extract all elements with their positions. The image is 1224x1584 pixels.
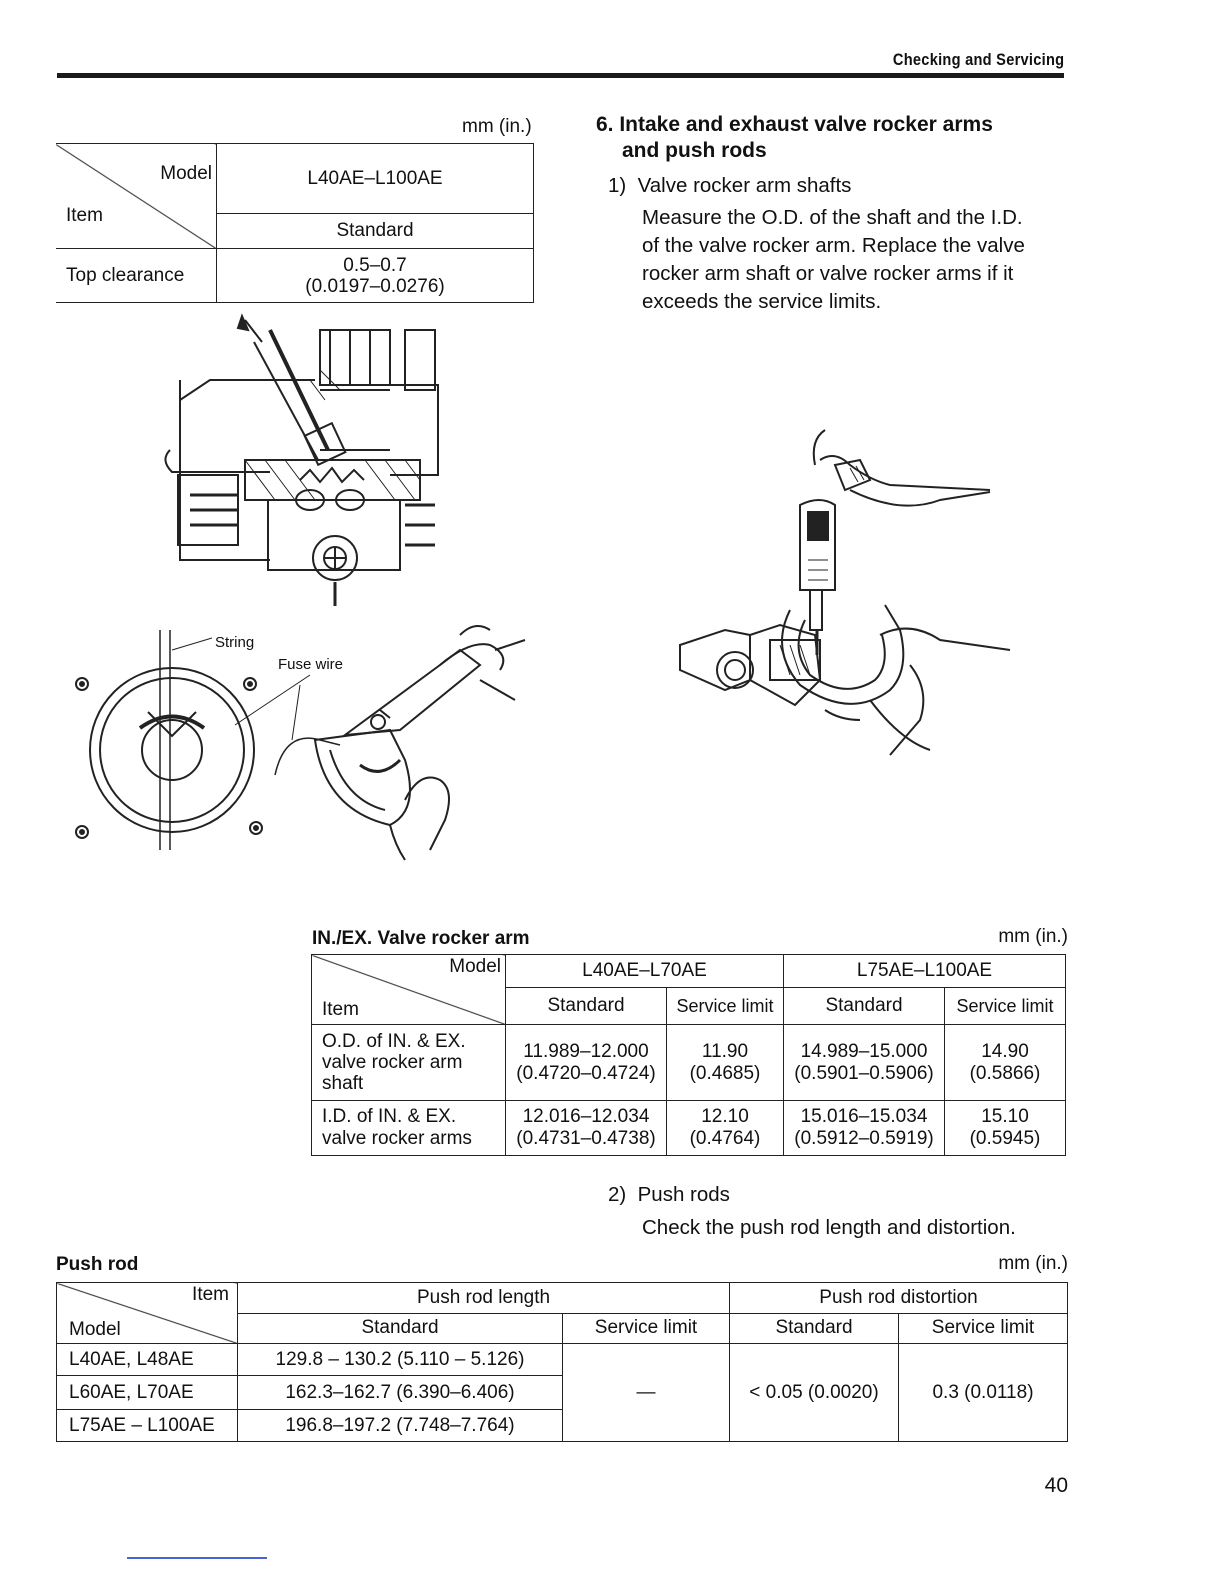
rocker-cell — [667, 1101, 784, 1156]
corner-model-label: Model — [69, 1319, 121, 1340]
top-clearance-corner — [56, 144, 217, 249]
fuse-wire-gauge-figure — [60, 610, 530, 870]
rocker-arm-micrometer-figure — [670, 420, 1030, 780]
top-clearance-row-label: Top clearance — [56, 249, 217, 303]
pushrod-subheader: Service limit — [563, 1313, 730, 1344]
corner-model-label: Model — [160, 163, 212, 184]
table-row — [312, 1101, 1066, 1156]
rocker-group-header: L40AE–L70AE — [506, 955, 784, 988]
pushrod-model: L75AE – L100AE — [57, 1410, 238, 1442]
subsection-2-title: 2) Push rods — [608, 1183, 730, 1206]
pushrod-table — [56, 1282, 1068, 1442]
rocker-group-header: L75AE–L100AE — [784, 955, 1066, 988]
value-mm: 15.10 — [981, 1106, 1029, 1127]
value-mm: 14.90 — [981, 1040, 1029, 1062]
corner-item-label: Item — [66, 205, 103, 226]
value-mm: 15.016–15.034 — [800, 1106, 928, 1127]
pushrod-subheader: Standard — [730, 1313, 899, 1344]
subsection-2-body: Check the push rod length and distortion. — [642, 1216, 1016, 1239]
pushrod-distortion-standard: < 0.05 (0.0020) — [730, 1344, 899, 1442]
value-in: (0.4764) — [689, 1128, 761, 1149]
rocker-row-label — [312, 1025, 506, 1101]
fuse-wire-label: Fuse wire — [278, 656, 344, 673]
subsection-1-line: rocker arm shaft or valve rocker arms if it — [642, 262, 1014, 285]
rocker-table-unit: mm (in.) — [998, 926, 1068, 947]
subsection-1-title: 1) Valve rocker arm shafts — [608, 174, 852, 197]
table-row — [57, 1344, 1068, 1376]
rocker-cell — [784, 1101, 945, 1156]
pushrod-length-standard: 162.3–162.7 (6.390–6.406) — [238, 1376, 563, 1410]
pushrod-subheader: Service limit — [899, 1313, 1068, 1344]
rocker-row-label — [312, 1101, 506, 1156]
rocker-table-corner — [312, 955, 506, 1025]
rocker-subheader: Service limit — [945, 988, 1066, 1025]
pushrod-length-standard: 196.8–197.2 (7.748–7.764) — [238, 1410, 563, 1442]
rocker-subheader: Service limit — [667, 988, 784, 1025]
rocker-cell — [945, 1101, 1066, 1156]
value-mm: 12.10 — [701, 1106, 749, 1127]
rocker-subheader: Standard — [784, 988, 945, 1025]
row-label-line: valve rocker arm — [322, 1052, 463, 1073]
rocker-arm-table — [311, 954, 1066, 1156]
pushrod-table-corner — [57, 1283, 238, 1344]
subsection-1-line: of the valve rocker arm. Replace the valve — [642, 234, 1025, 257]
section-6-heading-line2: and push rods — [622, 139, 767, 162]
page-number: 40 — [1044, 1474, 1068, 1497]
pushrod-table-unit: mm (in.) — [998, 1253, 1068, 1274]
rocker-cell — [945, 1025, 1066, 1101]
row-label-line: valve rocker arms — [322, 1128, 472, 1149]
top-clearance-value-in: (0.0197–0.0276) — [305, 275, 445, 297]
value-mm: 11.989–12.000 — [523, 1040, 649, 1062]
pushrod-group-length: Push rod length — [238, 1283, 730, 1314]
pushrod-model: L40AE, L48AE — [57, 1344, 238, 1376]
top-clearance-value — [217, 249, 534, 303]
rocker-cell — [506, 1101, 667, 1156]
section-6-heading — [596, 112, 993, 164]
table-row — [312, 1025, 1066, 1101]
rocker-cell — [667, 1025, 784, 1101]
pushrod-subheader: Standard — [238, 1313, 563, 1344]
subsection-1-line: exceeds the service limits. — [642, 290, 882, 313]
corner-model-label: Model — [449, 956, 501, 977]
pushrod-distortion-service-limit: 0.3 (0.0118) — [899, 1344, 1068, 1442]
top-clearance-model: L40AE–L100AE — [217, 144, 534, 214]
value-mm: 11.90 — [701, 1040, 749, 1062]
rocker-cell — [784, 1025, 945, 1101]
pushrod-length-standard: 129.8 – 130.2 (5.110 – 5.126) — [238, 1344, 563, 1376]
value-in: (0.4731–0.4738) — [516, 1128, 656, 1149]
value-in: (0.5945) — [969, 1128, 1041, 1149]
header-rule — [57, 73, 1064, 78]
row-label-line: O.D. of IN. & EX. — [322, 1031, 466, 1052]
value-in: (0.5901–0.5906) — [794, 1062, 934, 1084]
top-clearance-subheader: Standard — [217, 214, 534, 249]
pushrod-table-title: Push rod — [56, 1254, 139, 1275]
row-label-line: shaft — [322, 1073, 364, 1094]
top-clearance-unit: mm (in.) — [462, 116, 532, 137]
rocker-cell — [506, 1025, 667, 1101]
value-mm: 12.016–12.034 — [522, 1106, 650, 1127]
value-in: (0.4720–0.4724) — [516, 1062, 656, 1084]
value-in: (0.5866) — [969, 1062, 1041, 1084]
running-header: Checking and Servicing — [892, 50, 1064, 69]
rocker-table-title: IN./EX. Valve rocker arm — [312, 928, 530, 949]
top-clearance-value-mm: 0.5–0.7 — [343, 254, 407, 276]
section-6-heading-line1: 6. Intake and exhaust valve rocker arms — [596, 113, 993, 136]
value-in: (0.4685) — [689, 1062, 761, 1084]
footer-rule — [127, 1557, 267, 1559]
value-mm: 14.989–15.000 — [800, 1040, 928, 1062]
top-clearance-table — [56, 143, 534, 303]
row-label-line: I.D. of IN. & EX. — [322, 1106, 457, 1127]
corner-item-label: Item — [192, 1284, 229, 1305]
cylinder-section-figure — [150, 310, 450, 610]
rocker-subheader: Standard — [506, 988, 667, 1025]
pushrod-length-service-limit: — — [563, 1344, 730, 1442]
value-in: (0.5912–0.5919) — [794, 1128, 934, 1149]
string-label: String — [215, 634, 255, 651]
pushrod-model: L60AE, L70AE — [57, 1376, 238, 1410]
subsection-1-body — [642, 204, 1068, 316]
subsection-1-line: Measure the O.D. of the shaft and the I.D. — [642, 206, 1023, 229]
pushrod-group-distortion: Push rod distortion — [730, 1283, 1068, 1314]
corner-item-label: Item — [322, 999, 359, 1020]
